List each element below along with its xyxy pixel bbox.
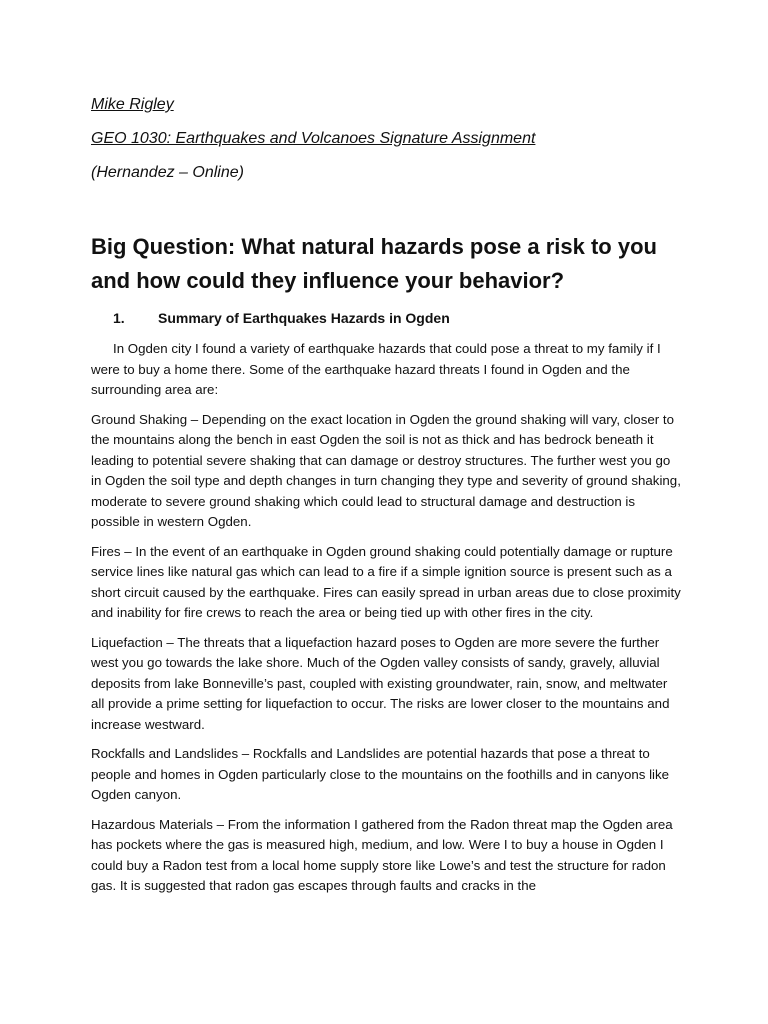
section-heading [113,308,450,328]
paragraph-ground-shaking: Ground Shaking – Depending on the exact location in Ogden the ground shaking will vary, closer to the mountains along the bench in east Ogden the soil is not as thick and has bedrock beneath it leading to potential severe shaking that can damage or destroy structures. The further west you go in Ogden the soil type and depth changes in turn changing they type and severity of ground shaking, moderate to severe ground shaking which could lead to structural damage and destruction is possible in western Ogden. [91,411,681,529]
paragraph-rockfalls: Rockfalls and Landslides – Rockfalls and Landslides are potential hazards that pose a threat to people and homes in Ogden particularly close to the mountains on the foothills and in canyons like Ogden canyon. [91,746,670,802]
instructor-line: (Hernandez – Online) [91,164,244,181]
author-name: Mike Rigley [91,96,174,113]
paragraph-fires: Fires – In the event of an earthquake in Ogden ground shaking could potentially damage or rupture service lines like natural gas which can lead to a fire if a simple ignition source is present such as a short circuit caused by the earthquake. Fires can easily spread in urban areas due to close proximity and inability for fire crews to reach the area or being tied up with other fires in the city. [91,543,681,620]
paragraph-hazardous-materials: Hazardous Materials – From the information I gathered from the Radon threat map the Ogden area has pockets where the gas is measured high, medium, and low. Were I to buy a house in Ogden I could buy a Radon test from a local home supply store like Lowe’s and test the structure for radon gas. It is suggested that radon gas escapes through faults and cracks in the [91,816,673,893]
section-title: Summary of Earthquakes Hazards in Ogden [158,310,450,326]
paragraph-intro: In Ogden city I found a variety of earthquake hazards that could pose a threat to my family if I were to buy a home there. Some of the earthquake hazard threats I found in Ogden and the surrounding area are: [91,341,661,397]
course-title: GEO 1030: Earthquakes and Volcanoes Signature Assignment [91,130,536,147]
big-question-heading: Big Question: What natural hazards pose a risk to you and how could they influence your behavior? [91,234,657,293]
paragraph-liquefaction: Liquefaction – The threats that a liquefaction hazard poses to Ogden are more severe the further west you go towards the lake shore. Much of the Ogden valley consists of sandy, gravely, alluvial deposits from lake Bonneville’s past, coupled with existing groundwater, rain, snow, and meltwater all provide a prime setting for liquefaction to occur. The risks are lower closer to the mountains and increase westward. [91,634,670,732]
body-text [91,339,683,906]
section-number: 1. [113,310,125,326]
